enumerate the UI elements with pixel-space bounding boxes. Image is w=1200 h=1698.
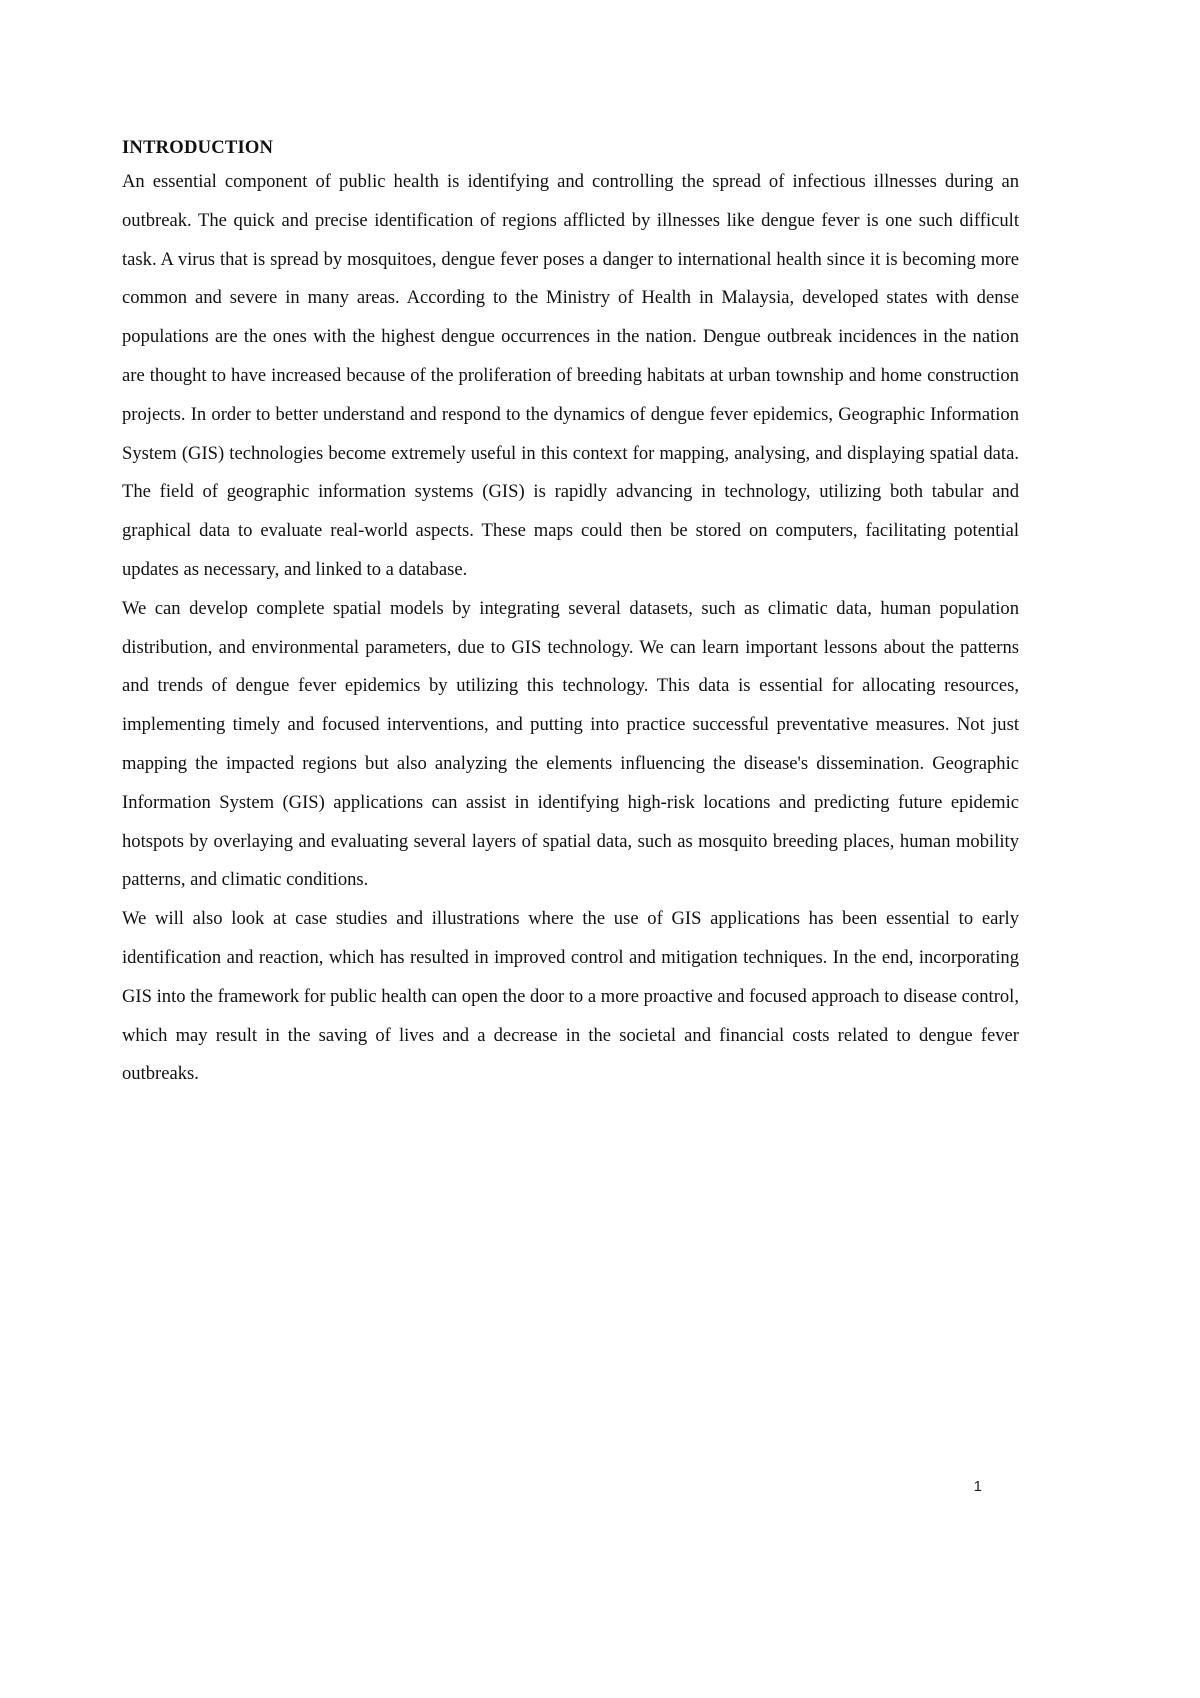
document-body xyxy=(122,133,1019,1094)
page-number: 1 xyxy=(973,1478,982,1495)
paragraph-2: We can develop complete spatial models by integrating several datasets, such as climatic data, human population distribution, and environmental parameters, due to GIS technology. We can learn important lessons about the patterns and trends of dengue fever epidemics by utilizing this technology. This data is essential for allocating resources, implementing timely and focused interventions, and putting into practice successful preventative measures. Not just mapping the impacted regions but also analyzing the elements influencing the disease's dissemination. Geographic Information System (GIS) applications can assist in identifying high-risk locations and predicting future epidemic hotspots by overlaying and evaluating several layers of spatial data, such as mosquito breeding places, human mobility patterns, and climatic conditions. xyxy=(122,597,1019,891)
paragraph-1: An essential component of public health is identifying and controlling the spread of infectious illnesses during an outbreak. The quick and precise identification of regions afflicted by illnesses like dengue fever is one such difficult task. A virus that is spread by mosquitoes, dengue fever poses a danger to international health since it is becoming more common and severe in many areas. According to the Ministry of Health in Malaysia, developed states with dense populations are the ones with the highest dengue occurrences in the nation. Dengue outbreak incidences in the nation are thought to have increased because of the proliferation of breeding habitats at urban township and home construction projects. In order to better understand and respond to the dynamics of dengue fever epidemics, Geographic Information System (GIS) technologies become extremely useful in this context for mapping, analysing, and displaying spatial data. The field of geographic information systems (GIS) is rapidly advancing in technology, utilizing both tabular and graphical data to evaluate real-world aspects. These maps could then be stored on computers, facilitating potential updates as necessary, and linked to a database. xyxy=(122,171,1019,580)
paragraph-3: We will also look at case studies and illustrations where the use of GIS applications has been essential to early identification and reaction, which has resulted in improved control and mitigation techniques. In the end, incorporating GIS into the framework for public health can open the door to a more proactive and focused approach to disease control, which may result in the saving of lives and a decrease in the societal and financial costs related to dengue fever outbreaks. xyxy=(122,908,1019,1085)
section-heading: INTRODUCTION xyxy=(122,137,274,158)
